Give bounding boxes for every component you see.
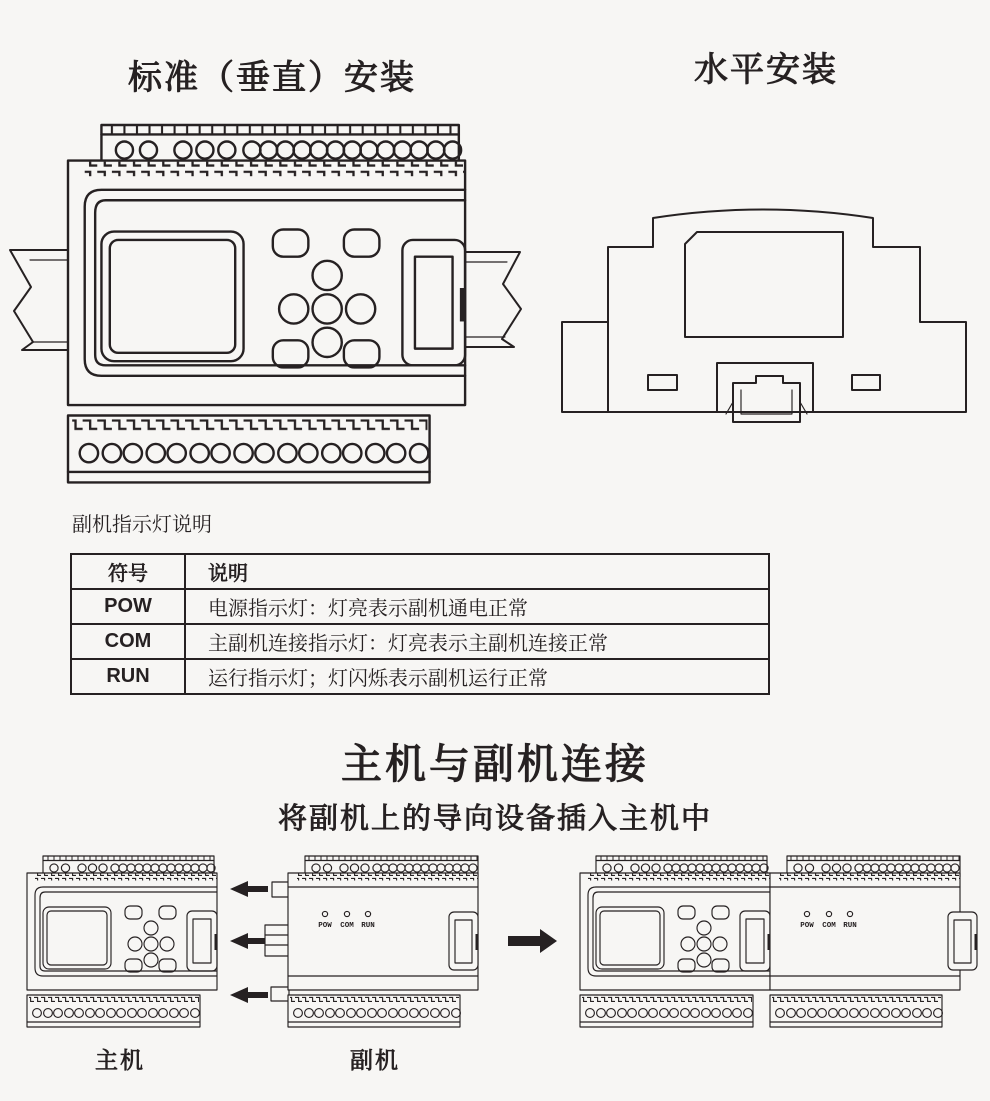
sub-unit-label: 副机: [350, 1048, 400, 1073]
profile-screen: [685, 232, 843, 337]
symbol-cell: COM: [71, 624, 185, 659]
symbol-cell: RUN: [71, 659, 185, 694]
description-cell: 运行指示灯；灯闪烁表示副机运行正常: [185, 659, 769, 694]
description-column-header: 说明: [185, 554, 769, 589]
description-cell: 主副机连接指示灯：灯亮表示主副机连接正常: [185, 624, 769, 659]
symbol-column-header: 符号: [71, 554, 185, 589]
main-unit-label: 主机: [95, 1048, 145, 1073]
din-rail-clip: [726, 376, 807, 422]
symbol-cell: POW: [71, 589, 185, 624]
indicator-table: [70, 553, 770, 695]
insert-direction-arrows: [230, 881, 268, 1003]
vertical-install-title: 标准（垂直）安装: [128, 60, 416, 97]
device-profile: [562, 210, 966, 423]
din-rail-right: [465, 252, 521, 347]
table-header-row: [71, 554, 769, 589]
table-row: [71, 589, 769, 624]
table-row: [71, 659, 769, 694]
connection-heading: 主机与副机连接: [341, 740, 649, 788]
indicator-table-caption: 副机指示灯说明: [72, 512, 212, 536]
description-cell: 电源指示灯：灯亮表示副机通电正常: [185, 589, 769, 624]
result-arrow: [508, 929, 557, 953]
horizontal-install-diagram: [540, 180, 990, 440]
vertical-install-diagram: POW COM RUN: [0, 110, 545, 500]
horizontal-install-title: 水平安装: [694, 52, 838, 89]
table-row: [71, 624, 769, 659]
connection-subheading: 将副机上的导向设备插入主机中: [277, 801, 712, 835]
profile-foot-right: [852, 375, 880, 390]
indicator-table-block: [70, 508, 772, 695]
connection-diagram: [0, 845, 990, 1040]
profile-foot-left: [648, 375, 677, 390]
guide-tabs: [265, 882, 289, 1001]
din-rail-left: [10, 250, 68, 350]
